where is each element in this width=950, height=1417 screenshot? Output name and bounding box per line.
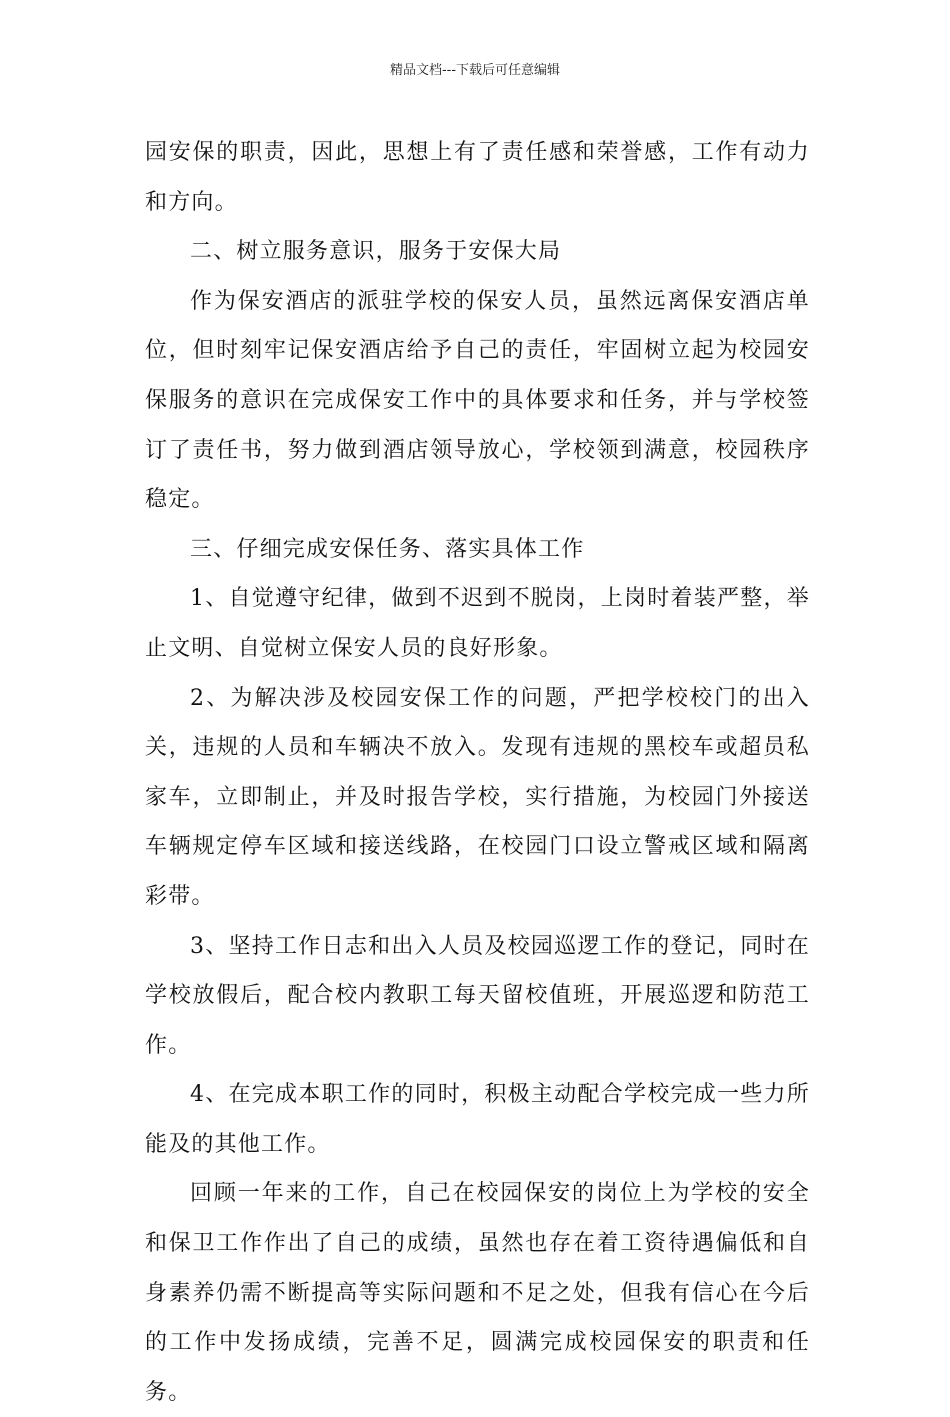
paragraph-service-awareness: 作为保安酒店的派驻学校的保安人员，虽然远离保安酒店单位，但时刻牢记保安酒店给予自己的责任，牢固树立起为校园安保服务的意识在完成保安工作中的具体要求和任务，并与学校签订了责任书，努力做到酒店领导放心，学校领到满意，校园秩序稳定。: [145, 288, 810, 513]
list-item-2: 2、为解决涉及校园安保工作的问题，严把学校校门的出入关，违规的人员和车辆决不放入。发现有违规的黑校车或超员私家车，立即制止，并及时报告学校，实行措施，为校园门外接送车辆规定停车区域和接送线路，在校园门口设立警戒区域和隔离彩带。: [145, 685, 810, 909]
section-heading-2: 二、树立服务意识，服务于安保大局: [190, 239, 562, 265]
list-item-4: 4、在完成本职工作的同时，积极主动配合学校完成一些力所能及的其他工作。: [145, 1082, 810, 1157]
page-header: 精品文档---下载后可任意编辑: [389, 63, 561, 78]
paragraph-continuation: 园安保的职责，因此，思想上有了责任感和荣誉感，工作有动力和方向。: [145, 140, 810, 215]
document-body: [145, 128, 810, 1417]
list-item-3: 3、坚持工作日志和出入人员及校园巡逻工作的登记，同时在学校放假后，配合校内教职工每天留校值班，开展巡逻和防范工作。: [145, 933, 810, 1058]
list-item-1: 1、自觉遵守纪律，做到不迟到不脱岗，上岗时着装严整，举止文明、自觉树立保安人员的良好形象。: [145, 586, 810, 661]
section-heading-3: 三、仔细完成安保任务、落实具体工作: [190, 536, 585, 562]
paragraph-summary: 回顾一年来的工作，自己在校园保安的岗位上为学校的安全和保卫工作作出了自己的成绩，虽然也存在着工资待遇偏低和自身素养仍需不断提高等实际问题和不足之处，但我有信心在今后的工作中发扬成绩，完善不足，圆满完成校园保安的职责和任务。: [145, 1181, 810, 1405]
